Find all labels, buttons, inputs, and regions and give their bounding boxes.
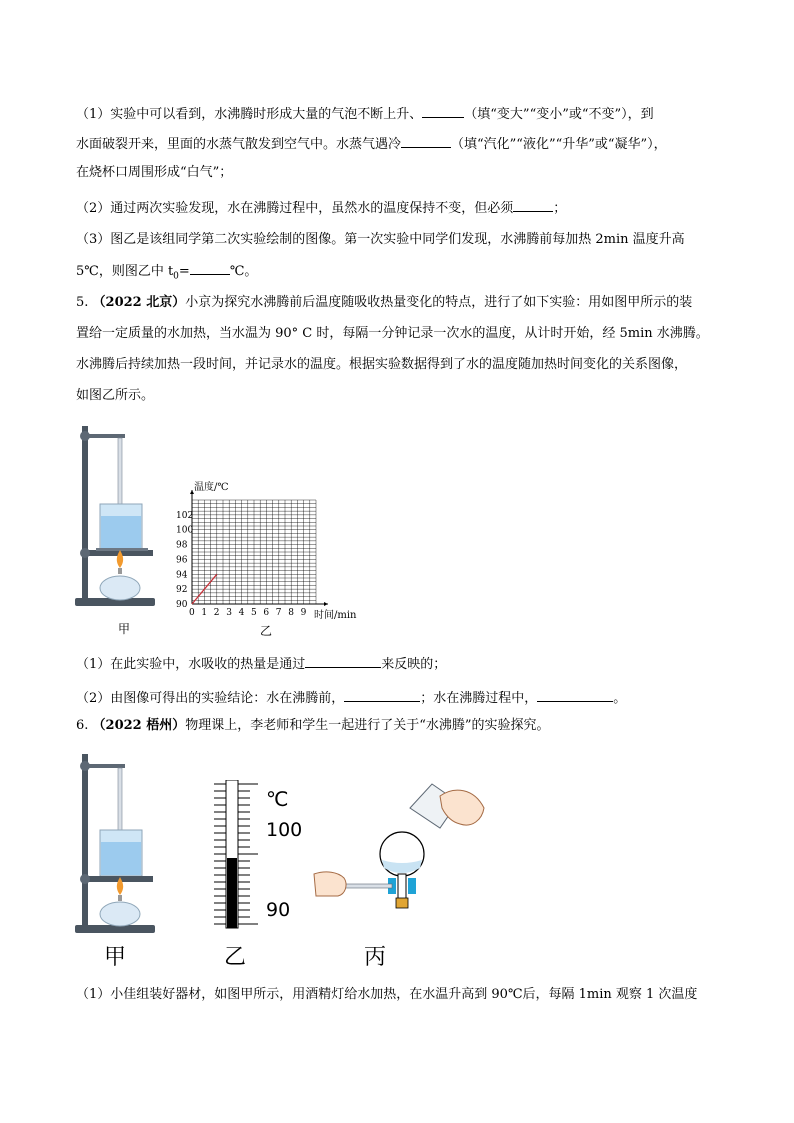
thermometer-label-100: 100 [266, 819, 303, 841]
question-source: （2022 梧州） [92, 718, 186, 733]
q4-part1-line2: 水面破裂开来，里面的水蒸气散发到空气中。水蒸气遇冷 （填“汽化”“液化”“升华”或“凝华”）， [76, 133, 667, 155]
answer-blank[interactable] [422, 103, 464, 118]
clamp-arm [85, 764, 125, 768]
flask-neck [398, 874, 406, 900]
q5-apparatus-figure [70, 420, 160, 615]
q6-apparatus-figure [70, 750, 160, 940]
x-tick-label: 7 [275, 608, 282, 618]
q6-flask-figure [312, 778, 492, 928]
q6-stem: 6. （2022 梧州）物理课上，李老师和学生一起进行了关于“水沸腾”的实验探究。 [76, 718, 550, 733]
answer-blank[interactable] [305, 653, 381, 668]
chart-x-axis-label: 时间/min [314, 610, 357, 621]
x-tick-label: 3 [226, 608, 232, 618]
q5-fig-label-jia: 甲 [118, 622, 131, 636]
y-tick-label: 94 [176, 570, 188, 581]
answer-blank[interactable] [344, 687, 420, 702]
q4-part3-line1: （3）图乙是该组同学第二次实验绘制的图像。第一次实验中同学们发现，水沸腾前每加热 2min 温度升高 [76, 232, 685, 247]
thermometer-liquid-column [227, 858, 237, 928]
hand-icon [314, 872, 346, 896]
thermometer-label-90: 90 [266, 899, 291, 921]
q4-part1-line3: 在烧杯口周围形成“白气”； [76, 165, 233, 180]
y-tick-label: 102 [176, 510, 194, 521]
flask-stopper [396, 898, 408, 908]
hand-icon [440, 790, 484, 825]
clamp-arm [85, 434, 125, 438]
x-tick-label: 1 [201, 608, 208, 618]
stand-pole [82, 426, 88, 602]
x-tick-label: 9 [300, 608, 307, 618]
q5-fig-label-yi: 乙 [260, 624, 273, 638]
y-tick-label: 100 [176, 525, 194, 536]
question-source: （2022 北京） [92, 295, 186, 310]
x-tick-label: 8 [288, 608, 294, 618]
x-tick-label: 0 [189, 608, 195, 618]
q6-fig-label-yi: 乙 [224, 945, 247, 970]
alcohol-lamp [100, 576, 140, 600]
q4-part1-line1: （1）实验中可以看到，水沸腾时形成大量的气泡不断上升、 （填“变大”“变小”或“不变”），到 [76, 103, 654, 125]
lamp-wick [118, 895, 122, 901]
y-tick-label: 92 [176, 585, 188, 596]
q5-part2: （2）由图像可得出的实验结论：水在沸腾前， ；水在沸腾过程中， 。 [76, 687, 626, 709]
chart-grid [192, 500, 316, 604]
q5-stem-line4: 如图乙所示。 [76, 388, 155, 403]
thermometer-unit: ℃ [266, 787, 289, 811]
q6-fig-label-bing: 丙 [364, 945, 387, 970]
answer-blank[interactable] [537, 687, 613, 702]
beaker-water [101, 516, 141, 549]
q5-stem-line1: 5. （2022 北京）小京为探究水沸腾前后温度随吸收热量变化的特点，进行了如下实验：用如图甲所示的装 [76, 295, 693, 310]
y-tick-label: 98 [176, 540, 188, 551]
ring-knob [80, 548, 90, 558]
x-tick-label: 2 [213, 608, 220, 618]
stand-pole [82, 754, 88, 930]
q6-part1: （1）小佳组装好器材，如图甲所示，用酒精灯给水加热，在水温升高到 90℃后，每隔 1min 观察 1 次温度 [76, 987, 698, 1002]
lamp-wick [118, 568, 122, 574]
q6-fig-label-jia: 甲 [104, 945, 127, 970]
q5-temperature-chart [168, 476, 358, 626]
x-tick-label: 4 [238, 608, 245, 618]
gauze [96, 548, 148, 551]
q5-stem-line2: 置给一定质量的水加热，当水温为 90° C 时，每隔一分钟记录一次水的温度，从计时开始，经 5min 水沸腾。 [76, 326, 709, 341]
x-tick-label: 5 [251, 608, 257, 618]
q6-thermometer-scale [200, 780, 310, 930]
x-tick-label: 6 [263, 608, 270, 618]
beaker-water [101, 842, 141, 875]
flask-clamp-right [408, 878, 416, 894]
alcohol-lamp [100, 902, 140, 926]
q4-part3-line2: 5℃，则图乙中 $t_0=$ ℃。 [76, 260, 257, 287]
y-tick-label: 96 [176, 555, 188, 566]
y-tick-label: 90 [176, 600, 188, 610]
q5-stem-line3: 水沸腾后持续加热一段时间，并记录水的温度。根据实验数据得到了水的温度随加热时间变化的关系图像， [76, 357, 688, 372]
q5-part1: （1）在此实验中，水吸收的热量是通过 来反映的； [76, 653, 446, 675]
q4-part2: （2）通过两次实验发现，水在沸腾过程中，虽然水的温度保持不变，但必须 ； [76, 197, 566, 219]
answer-blank[interactable] [401, 133, 451, 148]
ring-knob [80, 874, 90, 884]
chart-y-axis-label: 温度/℃ [194, 482, 229, 493]
answer-blank[interactable] [513, 197, 553, 212]
answer-blank[interactable] [190, 260, 230, 275]
chart-ticks [176, 511, 307, 618]
x-axis-arrow [324, 602, 328, 606]
